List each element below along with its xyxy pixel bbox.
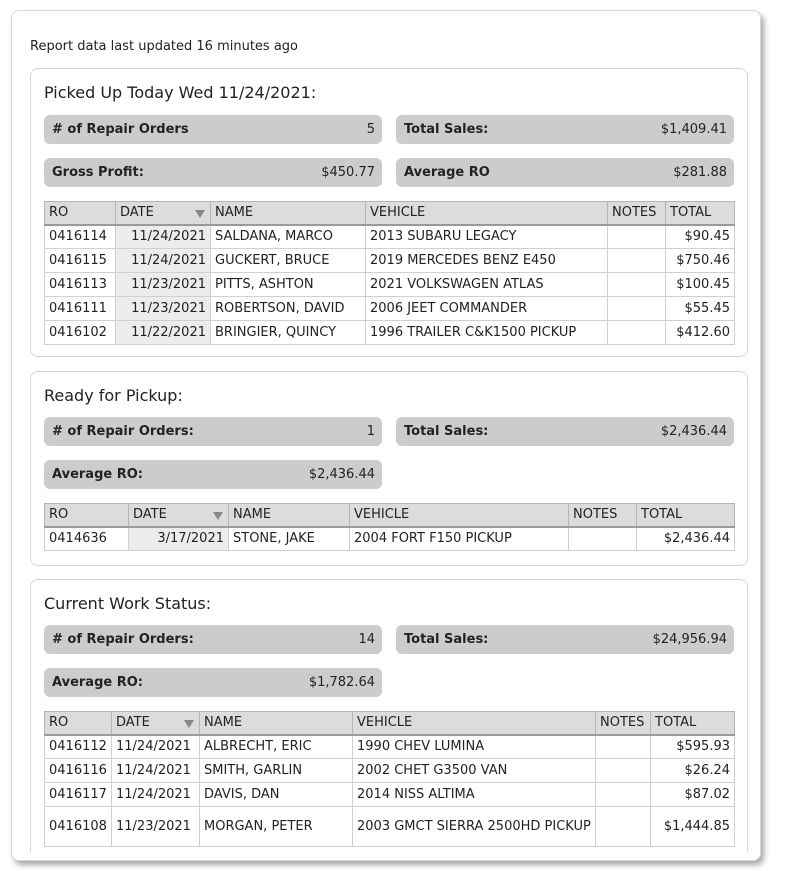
cell-date: 11/23/2021 [116,297,211,321]
cell-vehicle: 2014 NISS ALTIMA [353,783,596,807]
cell-ro[interactable]: 0416111 [45,297,116,321]
table-row[interactable] [45,321,735,345]
cell-name: GUCKERT, BRUCE [211,249,366,273]
stat-value: $281.88 [673,165,727,180]
table-header-row [45,202,735,225]
cell-date: 11/24/2021 [112,759,200,783]
cell-ro[interactable]: 0414636 [45,527,129,551]
stat-value: 5 [366,122,375,137]
cell-date: 11/24/2021 [112,783,200,807]
cell-total: $90.45 [666,225,735,249]
column-header-name[interactable]: NAME [229,504,350,527]
cell-ro[interactable]: 0416108 [45,807,112,847]
picked-up-today-panel [30,68,748,357]
stat-label: Average RO: [52,675,143,690]
column-header-label: DATE [116,715,150,731]
stat-value: 14 [358,632,375,647]
repair-orders-table [44,711,735,847]
cell-notes [596,807,651,847]
cell-vehicle: 1990 CHEV LUMINA [353,735,596,759]
cell-notes [608,321,666,345]
cell-vehicle: 2002 CHET G3500 VAN [353,759,596,783]
stat-label: # of Repair Orders [52,122,189,137]
stat-value: $450.77 [321,165,375,180]
report-window [11,10,761,861]
cell-name: SMITH, GARLIN [200,759,353,783]
cell-date: 11/23/2021 [116,273,211,297]
column-header-total[interactable]: TOTAL [666,202,735,225]
column-header-total[interactable]: TOTAL [651,712,735,735]
cell-ro[interactable]: 0416115 [45,249,116,273]
stat-value: $2,436.44 [308,467,375,482]
ready-for-pickup-panel [30,371,748,566]
column-header-name[interactable]: NAME [200,712,353,735]
table-row[interactable] [45,807,735,847]
column-header-date[interactable] [129,504,229,527]
stat-label: # of Repair Orders: [52,632,194,647]
table-row[interactable] [45,759,735,783]
cell-vehicle: 2019 MERCEDES BENZ E450 [366,249,608,273]
cell-total: $100.45 [666,273,735,297]
gross-profit-stat [44,158,382,187]
cell-date: 11/24/2021 [116,249,211,273]
current-work-status-panel [30,579,748,861]
cell-date: 11/22/2021 [116,321,211,345]
stat-label: Average RO: [52,467,143,482]
stat-value: $1,409.41 [660,122,727,137]
column-header-vehicle[interactable]: VEHICLE [366,202,608,225]
cell-total: $1,444.85 [651,807,735,847]
column-header-date[interactable] [116,202,211,225]
cell-date: 11/24/2021 [116,225,211,249]
cell-total: $26.24 [651,759,735,783]
column-header-date[interactable] [112,712,200,735]
panel-title: Ready for Pickup: [44,386,183,405]
cell-vehicle: 2004 FORT F150 PICKUP [350,527,569,551]
stat-label: Average RO [404,165,490,180]
cell-vehicle: 1996 TRAILER C&K1500 PICKUP [366,321,608,345]
table-row[interactable] [45,527,735,551]
table-row[interactable] [45,225,735,249]
cell-total: $595.93 [651,735,735,759]
cell-vehicle: 2013 SUBARU LEGACY [366,225,608,249]
repair-orders-stat [44,417,382,446]
cell-vehicle: 2006 JEET COMMANDER [366,297,608,321]
column-header-ro[interactable]: RO [45,504,129,527]
column-header-notes[interactable]: NOTES [596,712,651,735]
total-sales-stat [396,417,734,446]
column-header-notes[interactable]: NOTES [608,202,666,225]
cell-name: SALDANA, MARCO [211,225,366,249]
total-sales-stat [396,115,734,144]
cell-total: $55.45 [666,297,735,321]
average-ro-stat [44,460,382,489]
sort-descending-icon[interactable] [195,210,205,218]
stat-value: $24,956.94 [652,632,727,647]
cell-name: MORGAN, PETER [200,807,353,847]
stat-label: Total Sales: [404,122,489,137]
cell-vehicle: 2021 VOLKSWAGEN ATLAS [366,273,608,297]
column-header-label: DATE [133,507,167,523]
cell-name: ROBERTSON, DAVID [211,297,366,321]
cell-date: 11/24/2021 [112,735,200,759]
cell-ro[interactable]: 0416112 [45,735,112,759]
table-header-row [45,712,735,735]
stat-label: Total Sales: [404,424,489,439]
cell-notes [608,297,666,321]
cell-name: BRINGIER, QUINCY [211,321,366,345]
cell-ro[interactable]: 0416117 [45,783,112,807]
cell-name: PITTS, ASHTON [211,273,366,297]
cell-notes [608,225,666,249]
cell-name: ALBRECHT, ERIC [200,735,353,759]
column-header-ro[interactable]: RO [45,712,112,735]
last-updated-text: Report data last updated 16 minutes ago [30,39,299,54]
cell-notes [569,527,637,551]
average-ro-stat [396,158,734,187]
cell-total: $412.60 [666,321,735,345]
repair-orders-stat [44,625,382,654]
total-sales-stat [396,625,734,654]
cell-notes [596,759,651,783]
column-header-vehicle[interactable]: VEHICLE [350,504,569,527]
column-header-label: DATE [120,205,154,221]
cell-total: $87.02 [651,783,735,807]
sort-descending-icon[interactable] [213,512,223,520]
stat-value: $2,436.44 [660,424,727,439]
average-ro-stat [44,668,382,697]
table-row[interactable] [45,249,735,273]
stat-value: 1 [366,424,375,439]
cell-notes [596,783,651,807]
stat-value: $1,782.64 [308,675,375,690]
cell-vehicle: 2003 GMCT SIERRA 2500HD PICKUP [353,807,596,847]
stat-label: # of Repair Orders: [52,424,194,439]
cell-date: 11/23/2021 [112,807,200,847]
table-row[interactable] [45,783,735,807]
cell-notes [608,273,666,297]
cell-ro[interactable]: 0416102 [45,321,116,345]
stat-label: Gross Profit: [52,165,144,180]
table-row[interactable] [45,735,735,759]
cell-notes [608,249,666,273]
repair-orders-stat [44,115,382,144]
stat-label: Total Sales: [404,632,489,647]
cell-name: STONE, JAKE [229,527,350,551]
table-header-row [45,504,735,527]
column-header-total[interactable]: TOTAL [637,504,735,527]
column-header-notes[interactable]: NOTES [569,504,637,527]
table-row[interactable] [45,273,735,297]
panel-title: Picked Up Today Wed 11/24/2021: [44,83,317,102]
table-row[interactable] [45,297,735,321]
cell-total: $2,436.44 [637,527,735,551]
repair-orders-table [44,201,735,345]
cell-notes [596,735,651,759]
cell-name: DAVIS, DAN [200,783,353,807]
cell-ro[interactable]: 0416114 [45,225,116,249]
cell-ro[interactable]: 0416113 [45,273,116,297]
column-header-ro[interactable]: RO [45,202,116,225]
column-header-name[interactable]: NAME [211,202,366,225]
cell-total: $750.46 [666,249,735,273]
cell-ro[interactable]: 0416116 [45,759,112,783]
repair-orders-table [44,503,735,551]
cell-date: 3/17/2021 [129,527,229,551]
sort-descending-icon[interactable] [184,720,194,728]
column-header-vehicle[interactable]: VEHICLE [353,712,596,735]
panel-title: Current Work Status: [44,594,212,613]
